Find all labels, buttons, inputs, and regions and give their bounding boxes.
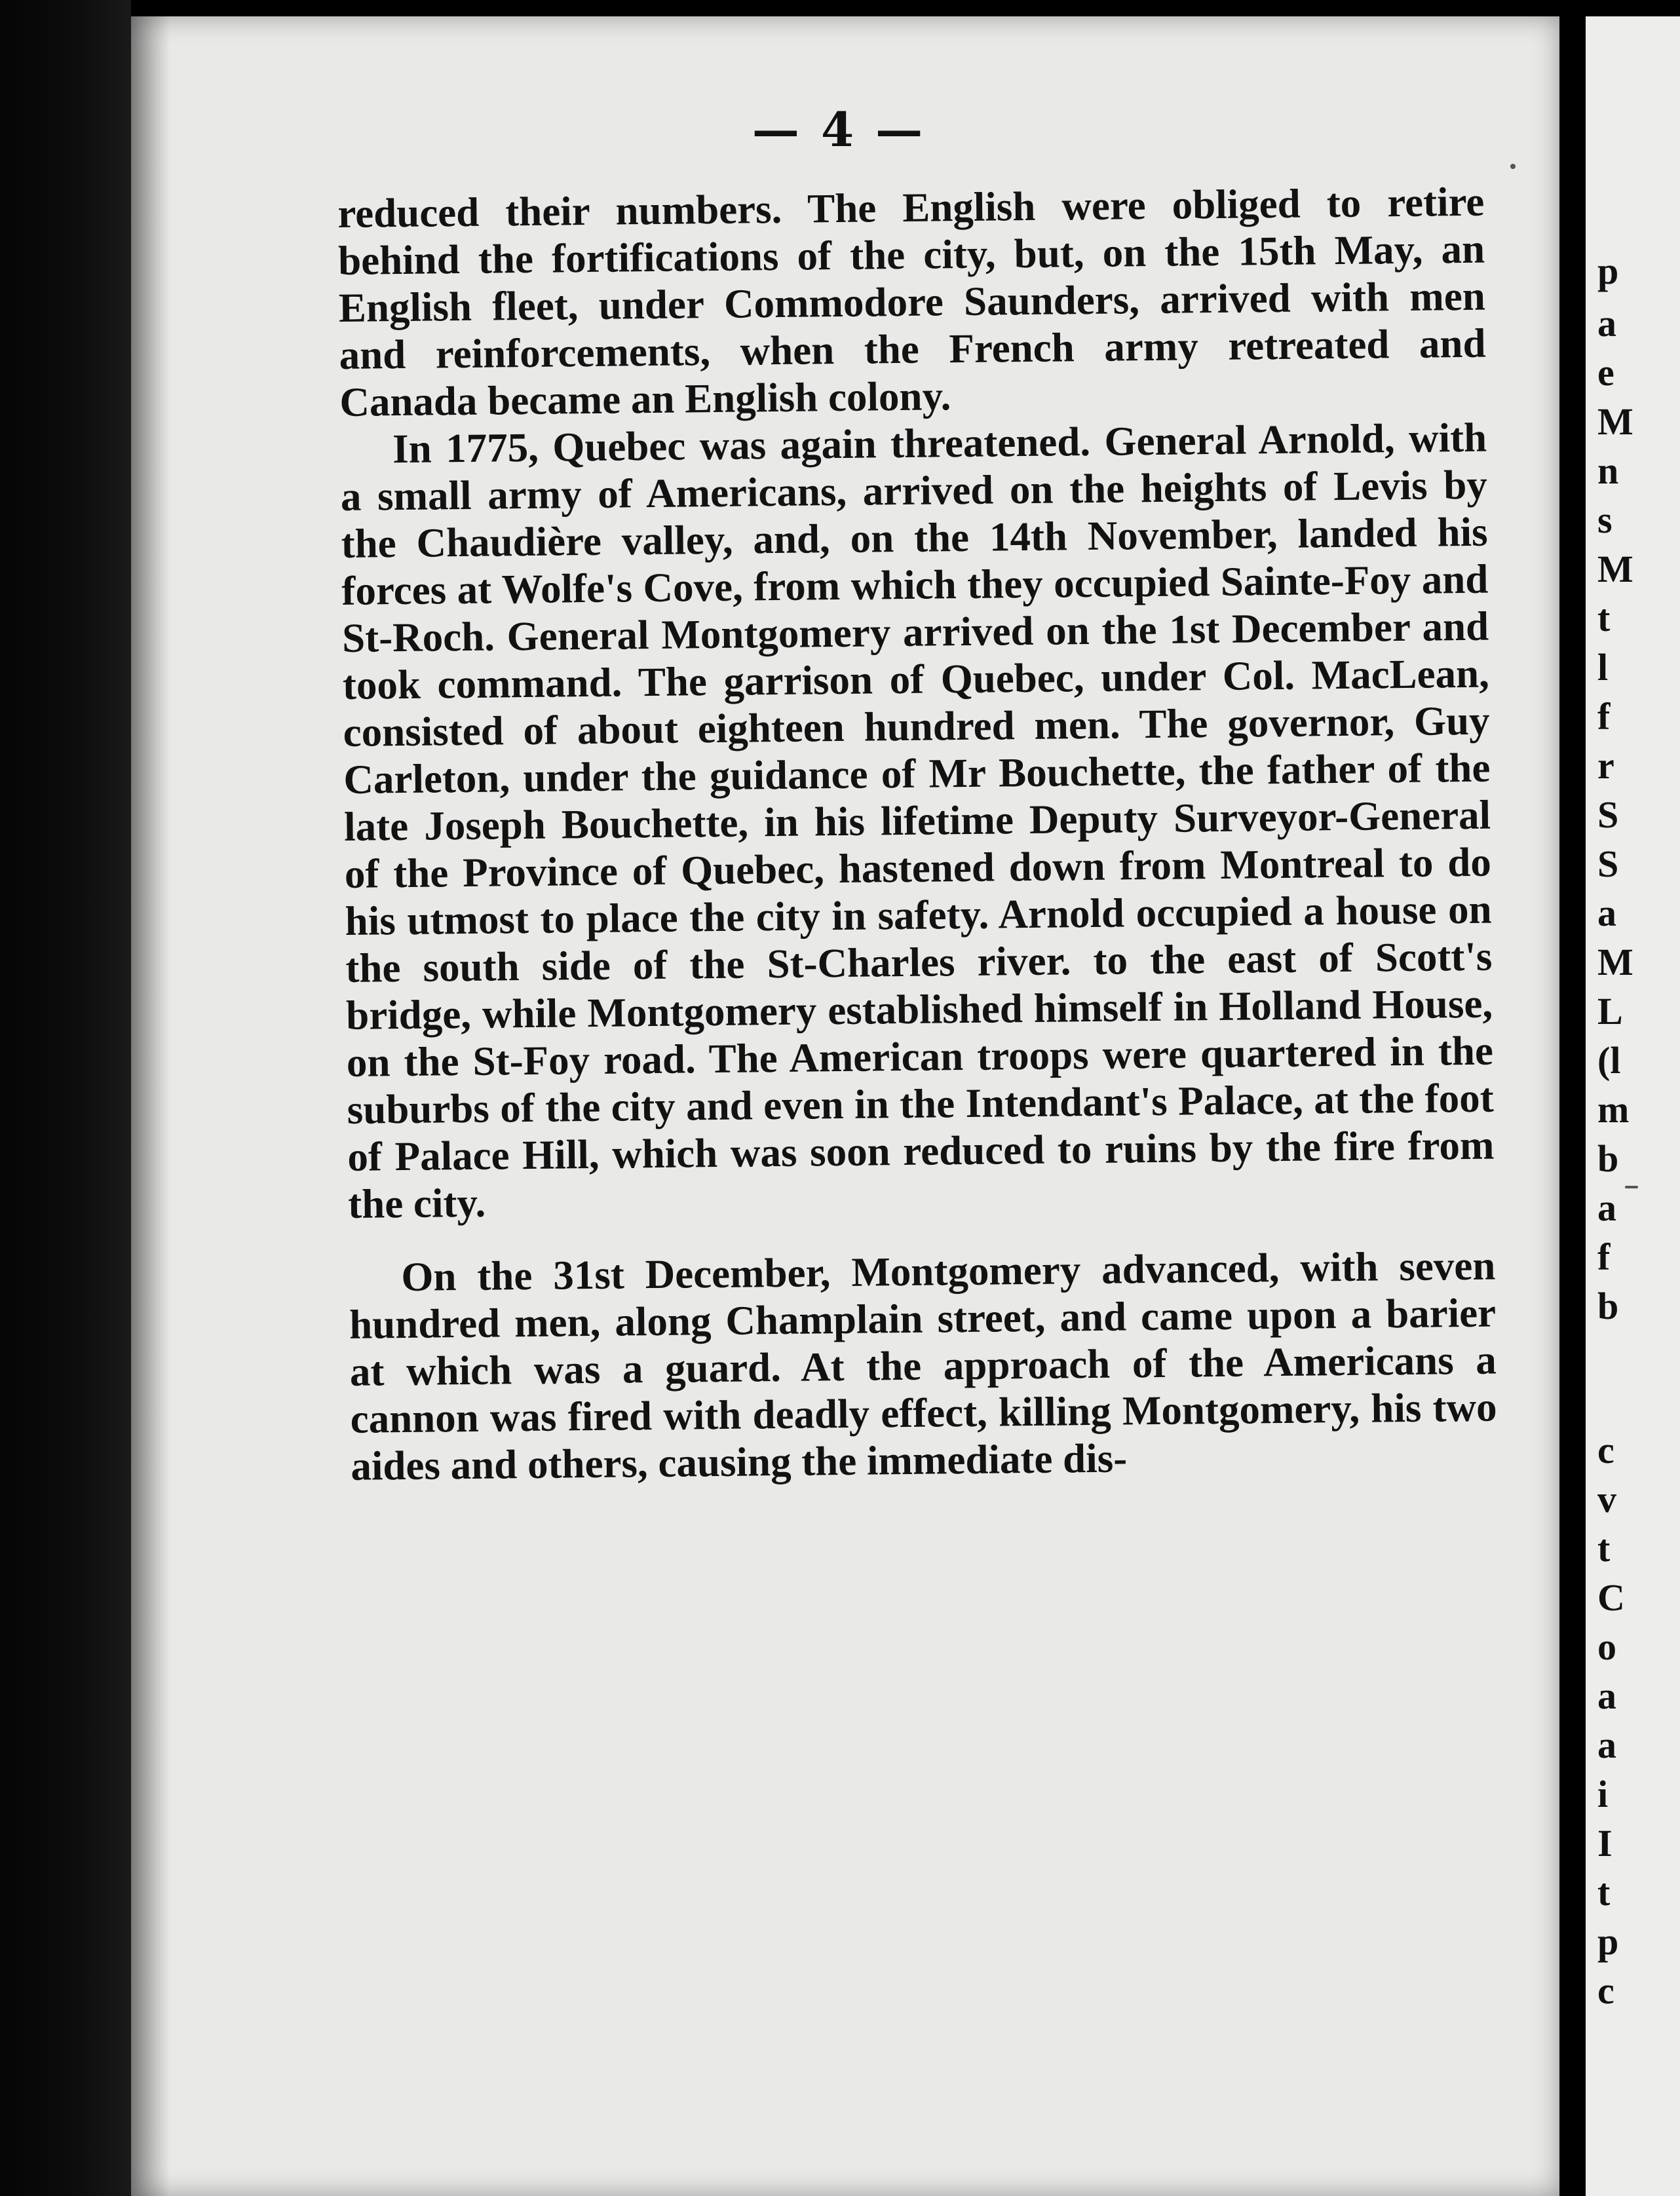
next-page-fragment: S (1597, 842, 1619, 885)
next-page-fragment: a (1597, 1675, 1616, 1717)
next-page-fragment: a (1597, 1186, 1616, 1229)
next-page-fragment: p (1597, 1920, 1619, 1963)
next-page-fragment: c (1597, 1969, 1614, 2012)
next-page-fragment: a (1597, 892, 1616, 934)
next-page-fragment: o (1597, 1625, 1616, 1668)
next-page-fragment: a (1597, 302, 1616, 345)
next-page-fragment: t (1597, 1527, 1611, 1570)
page-binding-shadow (131, 16, 170, 2196)
next-page-fragment: L (1597, 990, 1623, 1032)
next-page-fragment: t (1597, 1871, 1611, 1914)
next-page-fragment: a (1597, 1724, 1616, 1766)
paragraph-3: On the 31st December, Montgomery advanced, with seven hundred men, along Champlain street, and came upon a barier at which was a guard. At the approach of the Americans a cannon was fired with deadly effect, killing Montgomery, his two aides and others, causing the immediate dis- (349, 1242, 1497, 1489)
next-page-fragment: b (1597, 1285, 1619, 1327)
next-page-fragment: r (1597, 744, 1614, 787)
page-body-text (337, 178, 1498, 1490)
next-page-fragment: n (1597, 449, 1619, 492)
page-gutter (1559, 0, 1586, 2196)
left-scan-margin (0, 0, 131, 2196)
next-page-fragment: C (1597, 1576, 1625, 1619)
next-page-fragment: t (1597, 597, 1611, 639)
paper-speck (1625, 1186, 1638, 1188)
paragraph-2: In 1775, Quebec was again threatened. General Arnold, with a small army of Americans, arrived on the heights of Levis by the Chaudière valley, and, on the 14th November, landed his forces at Wolfe's Cove, from which they occupied Sainte-Foy and St-Roch. General Montgomery arrived on the 1st December and took command. The garrison of Quebec, under Col. MacLean, consisted of about eighteen hundred men. The governor, Guy Carleton, under the guidance of Mr Bouchette, the father of the late Joseph Bouchette, in his lifetime Deputy Surveyor-General of the Province of Quebec, hastened down from Montreal to do his utmost to place the city in safety. Arnold occupied a house on the south side of the St-Charles river. to the east of Scott's bridge, while Montgomery established himself in Holland House, on the St-Foy road. The American troops were quartered in the suburbs of the city and even in the Intendant's Palace, at the foot of Palace Hill, which was soon reduced to ruins by the fire from the city. (340, 414, 1495, 1227)
next-page-fragment: p (1597, 250, 1619, 292)
page-number: — 4 — (752, 102, 926, 157)
next-page-fragment: f (1597, 1236, 1611, 1278)
paragraph-1: reduced their numbers. The English were obliged to retire behind the fortifications of the city, but, on the 15th May, an English fleet, under Commodore Saunders, arrived with men and reinforcements, when the French army retreated and Canada became an English colony. (337, 178, 1486, 425)
next-page-fragment: l (1597, 646, 1609, 689)
next-page-fragment: i (1597, 1773, 1609, 1815)
next-page-fragment: v (1597, 1478, 1616, 1521)
next-page-edge (1586, 16, 1680, 2196)
next-page-fragment: M (1597, 548, 1633, 590)
next-page-fragment: (l (1597, 1039, 1621, 1082)
next-page-fragment: c (1597, 1429, 1614, 1471)
next-page-fragment: M (1597, 400, 1633, 443)
next-page-fragment: M (1597, 941, 1633, 983)
next-page-fragment: f (1597, 695, 1611, 738)
next-page-fragment: s (1597, 499, 1613, 541)
next-page-fragment: b (1597, 1137, 1619, 1180)
next-page-fragment: I (1597, 1822, 1613, 1865)
next-page-fragment: e (1597, 351, 1614, 394)
next-page-fragment: m (1597, 1088, 1630, 1131)
next-page-fragment: S (1597, 793, 1619, 836)
paper-speck (1510, 164, 1516, 169)
